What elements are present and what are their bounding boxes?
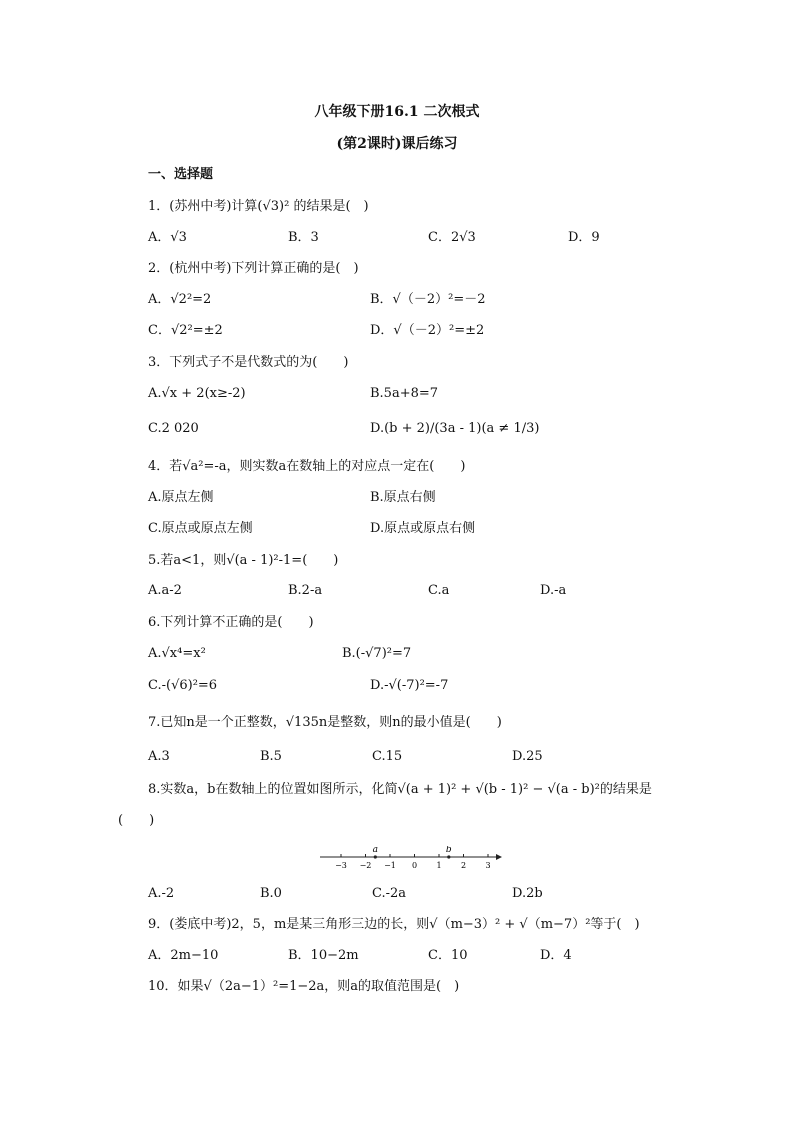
q3-option-d[interactable]: D.(b + 2)/(3a - 1)(a ≠ 1/3) (370, 421, 540, 436)
number-line-ticks (335, 854, 490, 870)
number-line-figure (318, 846, 508, 872)
question-3-stem: 3．下列式子不是代数式的为( ) (148, 355, 349, 370)
question-8-stem-continued: ( ) (118, 813, 155, 828)
tick-label: 2 (460, 861, 467, 870)
tick-label: −1 (384, 861, 396, 870)
tick-label: 1 (436, 861, 442, 870)
q2-option-c[interactable]: C．√2²=±2 (148, 323, 223, 338)
section-heading: 一、选择题 (148, 167, 214, 182)
question-10-stem: 10．如果√（2a−1）²=1−2a，则a的取值范围是( ) (148, 979, 460, 994)
q1-option-c[interactable]: C．2√3 (428, 230, 476, 245)
question-4-stem: 4．若√a²=-a，则实数a在数轴上的对应点一定在( ) (148, 459, 466, 474)
page-title: 八年级下册16.1 二次根式 (314, 104, 480, 120)
q9-option-b[interactable]: B．10−2m (288, 948, 359, 963)
q5-option-a[interactable]: A.a-2 (148, 583, 182, 598)
tick-label: −2 (359, 861, 372, 870)
question-8-stem: 8.实数a，b在数轴上的位置如图所示，化简√(a + 1)² + √(b - 1)² − √(a - b)²的结果是 (148, 782, 652, 797)
q1-option-d[interactable]: D．9 (568, 230, 600, 245)
q3-option-a[interactable]: A.√x + 2(x≥-2) (148, 386, 246, 401)
q8-option-c[interactable]: C.-2a (372, 886, 407, 901)
page-subtitle: (第2课时)课后练习 (336, 136, 458, 152)
q1-option-b[interactable]: B．3 (288, 230, 319, 245)
q5-option-c[interactable]: C.a (428, 583, 450, 598)
number-line-arrow-icon (496, 854, 502, 860)
question-9-stem: 9．(娄底中考)2，5，m是某三角形三边的长，则√（m−3）² + √（m−7）²等于( ) (148, 917, 640, 932)
tick-label: −3 (335, 861, 347, 870)
q6-option-b[interactable]: B.(-√7)²=7 (342, 646, 412, 661)
question-7-stem: 7.已知n是一个正整数，√135n是整数，则n的最小值是( ) (148, 715, 502, 730)
q7-option-a[interactable]: A.3 (148, 749, 170, 764)
question-6-stem: 6.下列计算不正确的是( ) (148, 615, 314, 630)
q5-option-d[interactable]: D.-a (540, 583, 567, 598)
q8-option-b[interactable]: B.0 (260, 886, 282, 901)
q9-option-a[interactable]: A．2m−10 (148, 948, 219, 963)
point-a-label: a (372, 846, 378, 855)
q8-option-d[interactable]: D.2b (512, 886, 543, 901)
q6-option-c[interactable]: C.-(√6)²=6 (148, 678, 218, 693)
tick-label: 0 (411, 861, 418, 870)
point-b-label: b (445, 846, 452, 855)
q4-option-b[interactable]: B.原点右侧 (370, 490, 436, 505)
q4-option-d[interactable]: D.原点或原点右侧 (370, 521, 476, 536)
q2-option-d[interactable]: D．√（－2）²=±2 (370, 323, 485, 338)
q4-option-c[interactable]: C.原点或原点左侧 (148, 521, 253, 536)
point-a (374, 855, 377, 858)
point-b (447, 855, 450, 858)
q3-option-b[interactable]: B.5a+8=7 (370, 386, 439, 401)
q8-option-a[interactable]: A.-2 (148, 886, 175, 901)
q6-option-d[interactable]: D.-√(-7)²=-7 (370, 678, 449, 693)
q5-option-b[interactable]: B.2-a (288, 583, 323, 598)
q6-option-a[interactable]: A.√x⁴=x² (148, 646, 206, 661)
q7-option-c[interactable]: C.15 (372, 749, 403, 764)
q9-option-c[interactable]: C．10 (428, 948, 468, 963)
q2-option-a[interactable]: A．√2²=2 (148, 292, 212, 307)
q4-option-a[interactable]: A.原点左侧 (148, 490, 214, 505)
q3-option-c[interactable]: C.2 020 (148, 421, 199, 436)
q7-option-b[interactable]: B.5 (260, 749, 282, 764)
q2-option-b[interactable]: B．√（－2）²=－2 (370, 292, 486, 307)
q7-option-d[interactable]: D.25 (512, 749, 543, 764)
q1-option-a[interactable]: A．√3 (148, 230, 187, 245)
tick-label: 3 (485, 861, 491, 870)
question-5-stem: 5.若a<1，则√(a - 1)²-1=( ) (148, 553, 339, 568)
question-2-stem: 2．(杭州中考)下列计算正确的是( ) (148, 261, 359, 276)
question-1-stem: 1．(苏州中考)计算(√3)² 的结果是( ) (148, 199, 369, 214)
q9-option-d[interactable]: D．4 (540, 948, 572, 963)
